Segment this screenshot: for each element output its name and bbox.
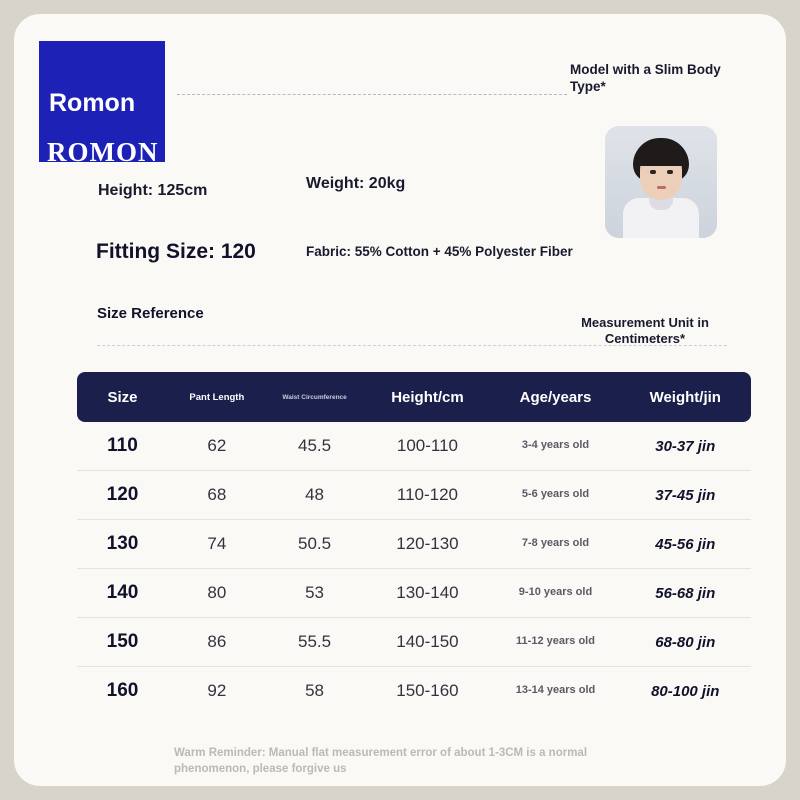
cell-weight: 56-68 jin <box>620 569 751 618</box>
cell-pant-length: 80 <box>168 569 266 618</box>
size-table <box>77 372 751 715</box>
brand-logo <box>39 41 165 162</box>
size-reference-title: Size Reference <box>97 305 204 322</box>
model-photo <box>605 126 717 238</box>
cell-age: 7-8 years old <box>491 520 619 569</box>
brand-logo-secondary: ROMON <box>47 137 159 162</box>
column-header-pant-length: Pant Length <box>189 391 245 403</box>
cell-pant-length: 86 <box>168 618 266 667</box>
cell-size: 160 <box>106 680 139 701</box>
cell-size: 150 <box>77 618 168 667</box>
model-body-type-note: Model with a Slim Body Type* <box>570 62 721 94</box>
cell-size: 130 <box>77 520 168 569</box>
table-row <box>77 569 751 618</box>
size-table-body <box>77 422 751 715</box>
cell-waist: 55.5 <box>266 618 364 667</box>
column-header-waist: Waist Circumference <box>282 393 347 401</box>
measurement-unit-note: Measurement Unit in Centimeters* <box>581 315 709 347</box>
cell-height: 150-160 <box>396 681 459 700</box>
cell-weight: 45-56 jin <box>620 520 751 569</box>
table-row <box>77 618 751 667</box>
cell-weight: 80-100 jin <box>651 682 720 700</box>
cell-waist: 45.5 <box>266 422 364 471</box>
column-header-size: Size <box>107 388 138 406</box>
cell-waist: 48 <box>266 471 364 520</box>
model-height-label: Height: 125cm <box>98 182 208 199</box>
cell-height: 140-150 <box>363 618 491 667</box>
column-header-weight: Weight/jin <box>649 388 721 406</box>
cell-height: 120-130 <box>363 520 491 569</box>
cell-height: 110-120 <box>363 471 491 520</box>
brand-logo-primary: Romon <box>49 89 136 117</box>
table-row <box>77 471 751 520</box>
cell-pant-length: 92 <box>207 681 227 700</box>
cell-weight: 30-37 jin <box>620 422 751 471</box>
cell-waist: 50.5 <box>266 520 364 569</box>
cell-age: 11-12 years old <box>491 618 619 667</box>
divider-middle <box>97 345 727 346</box>
cell-age: 5-6 years old <box>491 471 619 520</box>
fabric-composition-label: Fabric: 55% Cotton + 45% Polyester Fiber <box>306 244 573 259</box>
table-row <box>77 520 751 569</box>
model-mouth <box>657 186 666 189</box>
model-eye-right <box>667 170 673 174</box>
column-header-height: Height/cm <box>391 388 464 406</box>
cell-height: 100-110 <box>363 422 491 471</box>
cell-age: 13-14 years old <box>515 684 596 697</box>
cell-size: 140 <box>77 569 168 618</box>
warm-reminder-note: Warm Reminder: Manual flat measurement error of about 1-3CM is a normal phenomenon, please forgive us <box>174 747 588 775</box>
cell-waist: 58 <box>305 681 325 700</box>
table-header-row <box>77 372 751 422</box>
cell-age: 3-4 years old <box>491 422 619 471</box>
table-row <box>77 667 751 716</box>
cell-height: 130-140 <box>363 569 491 618</box>
cell-size: 110 <box>77 422 168 471</box>
divider-top <box>177 94 567 95</box>
cell-weight: 68-80 jin <box>620 618 751 667</box>
cell-age: 9-10 years old <box>491 569 619 618</box>
cell-waist: 53 <box>266 569 364 618</box>
model-eye-left <box>650 170 656 174</box>
table-row <box>77 422 751 471</box>
cell-pant-length: 62 <box>168 422 266 471</box>
size-table-wrapper <box>77 372 751 715</box>
fitting-size-label: Fitting Size: 120 <box>96 240 256 263</box>
cell-size: 120 <box>77 471 168 520</box>
size-chart-card <box>14 14 786 786</box>
cell-weight: 37-45 jin <box>620 471 751 520</box>
model-weight-label: Weight: 20kg <box>306 175 406 192</box>
cell-pant-length: 74 <box>168 520 266 569</box>
model-fringe <box>636 146 686 166</box>
cell-pant-length: 68 <box>168 471 266 520</box>
column-header-age: Age/years <box>519 388 592 406</box>
